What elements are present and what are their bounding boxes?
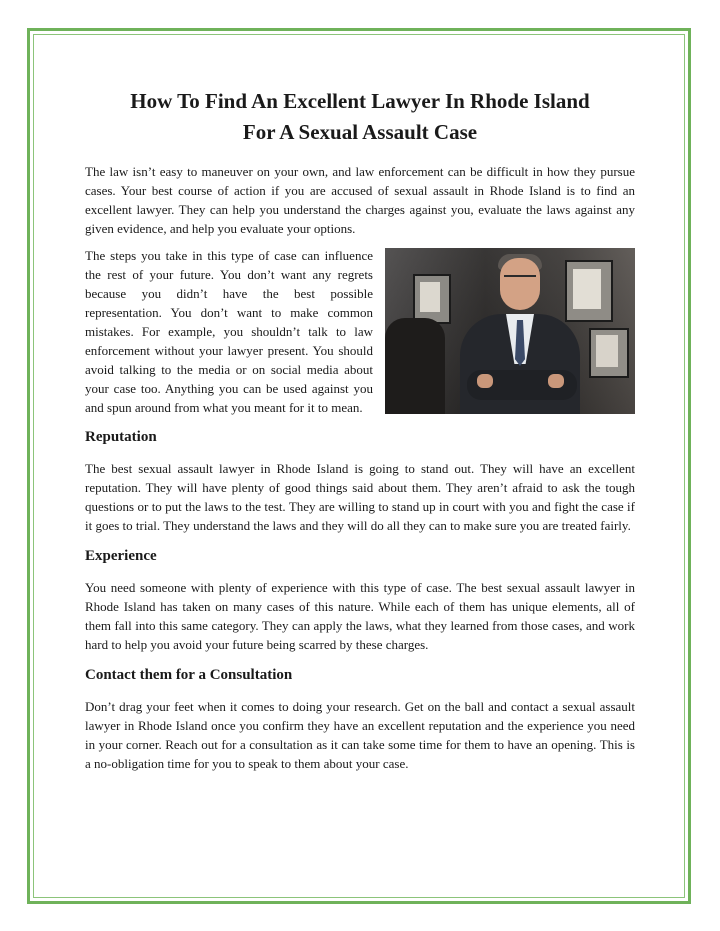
section-body: You need someone with plenty of experience with this type of case. The best sexual assault lawyer in Rhode Island has taken on many cases of this nature. While each of them has unique elements, all of them fall into this same category. They can apply the laws, what they learned from those cases, and work hard to help you avoid your future being scarred by these charges.: [85, 580, 635, 652]
section-body: The best sexual assault lawyer in Rhode Island is going to stand out. They will have an excellent reputation. They will have plenty of good things said about them. They aren’t afraid to ask the tough questions or to put the laws to the test. They are willing to stand up in court with you and fight the case if it goes to trial. They understand the laws and they will do all they can to make sure you are treated fairly.: [85, 461, 635, 533]
section-body: Don’t drag your feet when it comes to doing your research. Get on the ball and contact a sexual assault lawyer in Rhode Island once you confirm they have an excellent reputation and the experience you need in your corner. Reach out for a consultation as it can take some time for them to have an opening. This is a no-obligation time for you to speak to them about your case.: [85, 699, 635, 771]
section-reputation: [85, 427, 635, 535]
section-heading: Experience: [85, 548, 157, 564]
title-line-1: How To Find An Excellent Lawyer In Rhode Island: [130, 89, 590, 113]
section-consultation: [85, 665, 635, 773]
section-experience: [85, 546, 635, 654]
steps-paragraph: The steps you take in this type of case can influence the rest of your future. You don’t want any regrets because you didn’t have the best possible representation. You don’t want to make common mistakes. For example, you shouldn’t talk to law enforcement without your lawyer present. You should avoid talking to the media or on social media about your case too. Anything you can be used against you and spun around from what you meant for it to mean.: [85, 248, 373, 415]
intro-paragraph: The law isn’t easy to maneuver on your own, and law enforcement can be difficult in how they pursue cases. Your best course of action if you are accused of sexual assault in Rhode Island is to find an excellent lawyer. They can help you understand the charges against you, evaluate the laws against any given evidence, and help you evaluate your options.: [85, 164, 635, 236]
document-body: [85, 86, 635, 784]
lawyer-photo: [385, 248, 635, 414]
steps-block: [85, 246, 635, 417]
section-heading: Contact them for a Consultation: [85, 667, 293, 683]
section-heading: Reputation: [85, 429, 157, 445]
title-line-2: For A Sexual Assault Case: [242, 120, 478, 144]
document-title: [85, 86, 635, 148]
